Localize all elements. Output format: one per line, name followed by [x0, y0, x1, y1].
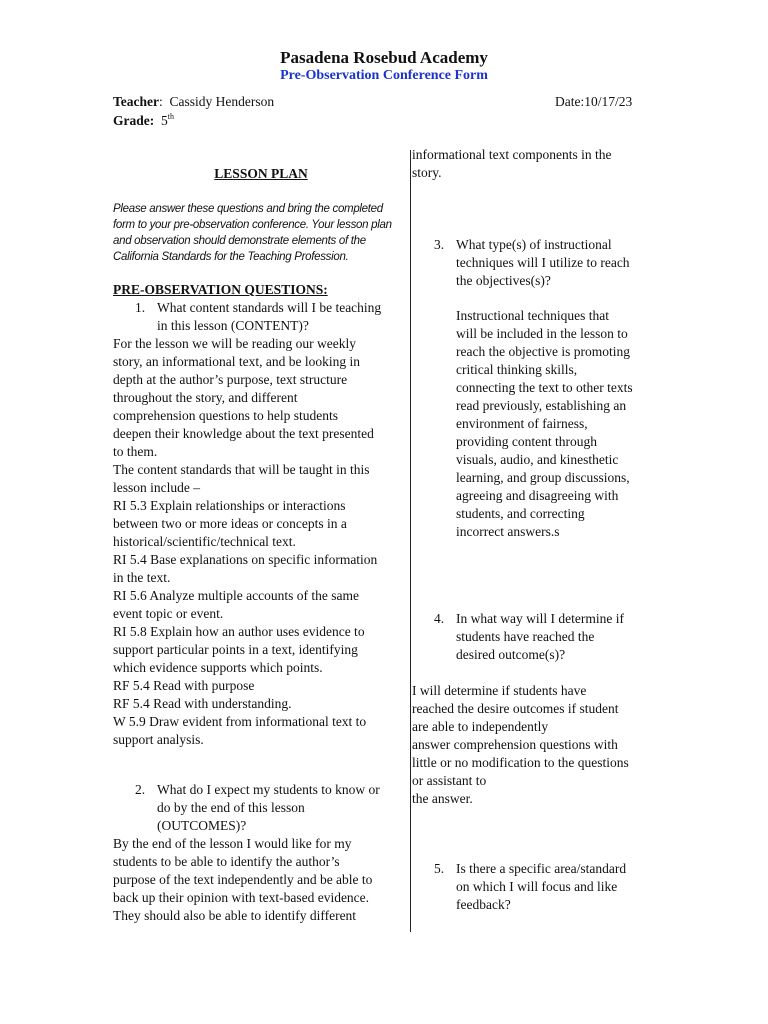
answer-line: support particular points in a text, identifying	[113, 642, 358, 657]
question-number: 1.	[135, 300, 146, 315]
answer-line: support analysis.	[113, 732, 204, 747]
question-1	[135, 299, 411, 335]
answer-line: which evidence supports which points.	[113, 660, 323, 675]
answer-line: visuals, audio, and kinesthetic	[456, 452, 619, 467]
answer-line: informational text components in the	[412, 147, 612, 162]
answer-line: or assistant to	[412, 773, 487, 788]
answer-line: agreeing and disagreeing with	[456, 488, 619, 503]
answer-line: between two or more ideas or concepts in a	[113, 516, 347, 531]
teacher-label: Teacher	[113, 94, 159, 109]
answer-2	[113, 835, 411, 925]
instructions-line: and observation should demonstrate elements of the	[113, 235, 366, 247]
question-5	[434, 860, 664, 914]
answer-line: reach the objective is promoting	[456, 344, 630, 359]
answer-line: RI 5.8 Explain how an author uses evidence to	[113, 624, 365, 639]
question-line: do by the end of this lesson	[157, 800, 305, 815]
grade-label: Grade:	[113, 113, 155, 128]
answer-line: learning, and group discussions,	[456, 470, 630, 485]
answer-4	[412, 682, 682, 808]
question-4	[434, 610, 664, 664]
answer-line: deepen their knowledge about the text presented	[113, 426, 374, 441]
answer-line: The content standards that will be taught in this	[113, 462, 370, 477]
question-line: students have reached the	[456, 629, 595, 644]
answer-line: reached the desire outcomes if student	[412, 701, 619, 716]
answer-line: connecting the text to other texts	[456, 380, 633, 395]
answer-line: students to be able to identify the author’s	[113, 854, 340, 869]
answer-line: in the text.	[113, 570, 171, 585]
question-line: In what way will I determine if	[456, 611, 624, 626]
question-line: desired outcome(s)?	[456, 647, 566, 662]
date-line	[555, 94, 632, 110]
question-line: Is there a specific area/standard	[456, 861, 627, 876]
answer-line: For the lesson we will be reading our weekly	[113, 336, 356, 351]
question-line: feedback?	[456, 897, 511, 912]
question-line: in this lesson (CONTENT)?	[157, 318, 309, 333]
question-line: (OUTCOMES)?	[157, 818, 247, 833]
answer-line: historical/scientific/technical text.	[113, 534, 296, 549]
answer-line: comprehension questions to help students	[113, 408, 338, 423]
answer-line: answer comprehension questions with	[412, 737, 618, 752]
question-text	[157, 299, 381, 335]
question-number: 4.	[434, 611, 445, 626]
answer-line: W 5.9 Draw evident from informational text to	[113, 714, 367, 729]
question-2	[135, 781, 411, 835]
answer-line: event topic or event.	[113, 606, 224, 621]
lesson-plan-title: LESSON PLAN	[214, 166, 308, 181]
answer-line: students, and correcting	[456, 506, 585, 521]
answer-line: incorrect answers.s	[456, 524, 560, 539]
question-3	[434, 236, 664, 290]
question-line: What content standards will I be teaching	[157, 300, 382, 315]
answer-line: RI 5.4 Base explanations on specific information	[113, 552, 378, 567]
answer-line: will be included in the lesson to	[456, 326, 628, 341]
answer-line: the answer.	[412, 791, 473, 806]
answer-line: depth at the author’s purpose, text structure	[113, 372, 348, 387]
question-line: the objectives(s)?	[456, 273, 551, 288]
question-text	[456, 236, 630, 290]
answer-line: They should also be able to identify different	[113, 908, 357, 923]
answer-1	[113, 335, 411, 749]
question-text	[157, 781, 380, 835]
date-label: Date:	[555, 94, 585, 109]
answer-2-continued	[412, 146, 662, 182]
answer-line: Instructional techniques that	[456, 308, 609, 323]
teacher-name: Cassidy Henderson	[169, 94, 275, 109]
question-line: on which I will focus and like	[456, 879, 618, 894]
grade-line	[113, 112, 174, 129]
grade-suffix: th	[167, 112, 174, 121]
school-name: Pasadena Rosebud Academy	[280, 48, 488, 67]
question-line: What do I expect my students to know or	[157, 782, 380, 797]
answer-line: RI 5.3 Explain relationships or interactions	[113, 498, 346, 513]
answer-line: providing content through	[456, 434, 597, 449]
instructions-line: Please answer these questions and bring the completed	[113, 203, 383, 215]
instructions-line: California Standards for the Teaching Profession.	[113, 251, 349, 263]
answer-line: RI 5.6 Analyze multiple accounts of the same	[113, 588, 359, 603]
grade-value: 5	[161, 113, 168, 128]
answer-line: read previously, establishing an	[456, 398, 627, 413]
question-text	[456, 610, 624, 664]
answer-line: critical thinking skills,	[456, 362, 578, 377]
answer-line: to them.	[113, 444, 158, 459]
answer-line: environment of fairness,	[456, 416, 588, 431]
answer-line: are able to independently	[412, 719, 549, 734]
answer-line: back up their opinion with text-based evidence.	[113, 890, 370, 905]
answer-line: By the end of the lesson I would like for my	[113, 836, 352, 851]
answer-line: throughout the story, and different	[113, 390, 298, 405]
answer-line: story.	[412, 165, 442, 180]
answer-line: story, an informational text, and be looking in	[113, 354, 360, 369]
question-number: 5.	[434, 861, 445, 876]
question-text	[456, 860, 626, 914]
question-line: What type(s) of instructional	[456, 237, 612, 252]
answer-line: RF 5.4 Read with understanding.	[113, 696, 292, 711]
answer-line: lesson include –	[113, 480, 200, 495]
form-title: Pre-Observation Conference Form	[280, 68, 488, 83]
section-title: PRE-OBSERVATION QUESTIONS:	[113, 282, 328, 297]
question-number: 3.	[434, 237, 445, 252]
answer-3	[456, 307, 666, 541]
answer-line: RF 5.4 Read with purpose	[113, 678, 255, 693]
instructions-line: form to your pre-observation conference. Your lesson plan	[113, 219, 392, 231]
answer-line: little or no modification to the questions	[412, 755, 629, 770]
teacher-line: Teacher: Cassidy Henderson	[113, 94, 275, 109]
answer-line: purpose of the text independently and be able to	[113, 872, 373, 887]
answer-line: I will determine if students have	[412, 683, 587, 698]
date-value: 10/17/23	[584, 94, 633, 109]
question-number: 2.	[135, 782, 146, 797]
lesson-plan-heading	[113, 166, 409, 182]
instructions-text	[113, 201, 409, 265]
question-line: techniques will I utilize to reach	[456, 255, 630, 270]
